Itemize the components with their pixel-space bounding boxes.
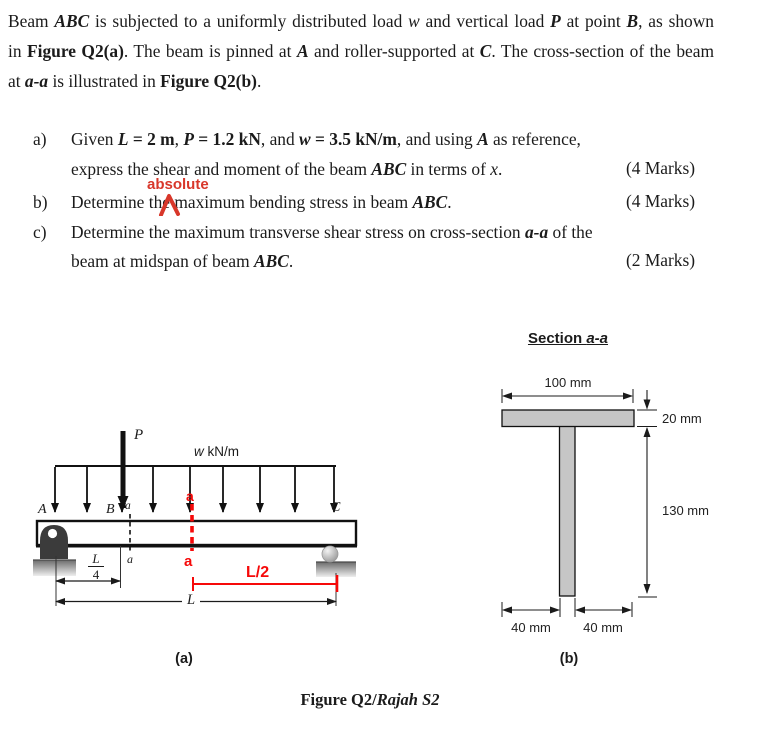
dim-web-height-label: 130 mm	[662, 503, 709, 518]
intro-line-2: in Figure Q2(a). The beam is pinned at A and roller-supported at C. The cross-section of the beam	[8, 41, 715, 61]
roller-support	[322, 546, 338, 562]
support-a-label: A	[38, 502, 47, 517]
section-diagram	[480, 385, 680, 620]
item-a-line-2: express the shear and moment of the beam ABC in terms of x.	[71, 159, 503, 179]
item-c-marker: c)	[33, 222, 47, 242]
intro-line-1: Beam ABC is subjected to a uniformly distributed load w and vertical load P at point B, as shown	[8, 11, 714, 31]
point-b-label: B	[106, 502, 115, 517]
dim-quarter-denominator: 4	[92, 567, 100, 582]
intro-line-3: at a-a is illustrated in Figure Q2(b).	[8, 71, 262, 91]
dim-quarter-numerator: L	[88, 552, 104, 567]
section-web	[560, 424, 576, 596]
udl-label: w kN/m	[194, 444, 239, 459]
distributed-load	[55, 466, 336, 512]
beam-body	[37, 521, 356, 545]
dim-flange-lines	[637, 390, 657, 427]
dim-bottom-right-label: 40 mm	[583, 620, 623, 635]
dim-bottom-lines	[502, 598, 632, 617]
pin-ground	[33, 560, 76, 576]
dim-half-label: L/2	[246, 564, 270, 581]
section-flange	[502, 410, 634, 427]
support-c-label: C	[331, 500, 341, 515]
dim-web-height-lines	[638, 428, 657, 597]
figure-a-caption: (a)	[175, 651, 193, 667]
item-c-line-2: beam at midspan of beam ABC.	[71, 251, 294, 271]
red-section-a-label-top: a	[186, 488, 194, 504]
figure-b-caption: (b)	[559, 651, 579, 667]
item-a-marker: a)	[33, 129, 47, 149]
section-a-label-top: a	[125, 500, 131, 512]
dim-flange-label: 20 mm	[662, 411, 702, 426]
dim-width-label: 100 mm	[544, 375, 592, 390]
dim-width-lines	[502, 389, 633, 403]
dim-bottom-left-label: 40 mm	[511, 620, 551, 635]
item-b-marks: (4 Marks)	[626, 191, 696, 211]
red-section-a-label-bottom: a	[184, 553, 193, 570]
dim-quarter-label	[88, 552, 104, 581]
item-a-marks: (4 Marks)	[626, 158, 696, 178]
section-title: Section a-a	[527, 330, 609, 347]
item-b-line: Determine the maximum bending stress in beam ABC.	[71, 192, 452, 212]
item-b-marker: b)	[33, 192, 48, 212]
item-c-line-1: Determine the maximum transverse shear stress on cross-section a-a of the	[71, 222, 593, 242]
intro-paragraph	[8, 6, 714, 96]
item-a-line-1: Given L = 2 m, P = 1.2 kN, and w = 3.5 kN/m, and using A as reference,	[71, 129, 581, 149]
item-c-marks: (2 Marks)	[626, 250, 696, 270]
load-p-label: P	[134, 427, 144, 443]
insertion-caret-mark	[157, 193, 183, 216]
dim-full-label: L	[182, 592, 200, 609]
figure-caption: Figure Q2/Rajah S2	[300, 690, 440, 709]
section-a-label-bottom: a	[127, 552, 133, 566]
pin-hole	[48, 529, 57, 538]
handwritten-annotation: absolute	[147, 176, 209, 193]
